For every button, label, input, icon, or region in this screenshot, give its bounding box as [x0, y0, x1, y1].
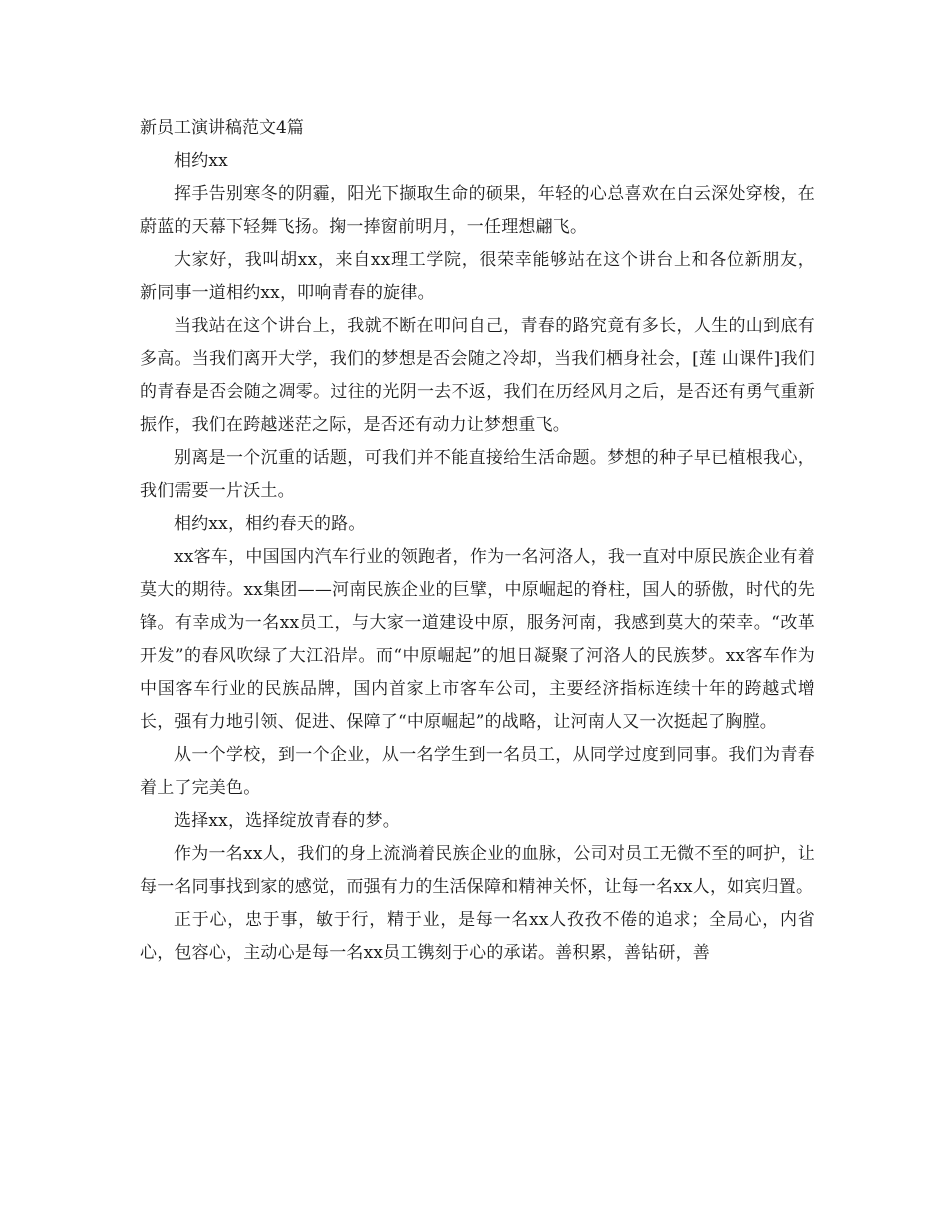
paragraph-10: 作为一名xx人，我们的身上流淌着民族企业的血脉，公司对员工无微不至的呵护，让每一名同事找到家的感觉，而强有力的生活保障和精神关怀，让每一名xx人，如宾归置。	[140, 844, 815, 897]
paragraph-5: 别离是一个沉重的话题，可我们并不能直接给生活命题。梦想的种子早已植根我心，我们需要一片沃土。	[140, 448, 815, 501]
paragraph-7: xx客车，中国国内汽车行业的领跑者，作为一名河洛人，我一直对中原民族企业有着莫大的期待。xx集团——河南民族企业的巨擘，中原崛起的脊柱，国人的骄傲，时代的先锋。有幸成为一名xx员工，与大家一道建设中原，服务河南，我感到莫大的荣幸。“改革开发”的春风吹绿了大江沿岸。而“中原崛起”的旭日凝聚了河洛人的民族梦。xx客车作为中国客车行业的民族品牌，国内首家上市客车公司，主要经济指标连续十年的跨越式增长，强有力地引领、促进、保障了“中原崛起”的战略，让河南人又一次挺起了胸膛。	[140, 547, 815, 732]
paragraph-2: 挥手告别寒冬的阴霾，阳光下撷取生命的硕果，年轻的心总喜欢在白云深处穿梭，在蔚蓝的天幕下轻舞飞扬。掬一捧窗前明月，一任理想翩飞。	[140, 184, 815, 237]
paragraph-1: 相约xx	[174, 151, 228, 171]
paragraph-8: 从一个学校，到一个企业，从一名学生到一名员工，从同学过度到同事。我们为青春着上了完美色。	[140, 745, 815, 798]
paragraph-3: 大家好，我叫胡xx，来自xx理工学院，很荣幸能够站在这个讲台上和各位新朋友，新同事一道相约xx，叩响青春的旋律。	[140, 250, 815, 303]
document-title: 新员工演讲稿范文4篇	[140, 118, 304, 138]
paragraph-4: 当我站在这个讲台上，我就不断在叩问自己，青春的路究竟有多长，人生的山到底有多高。当我们离开大学，我们的梦想是否会随之冷却，当我们栖身社会，[莲 山课件]我们的青春是否会随之凋零。过往的光阴一去不返，我们在历经风月之后，是否还有勇气重新振作，我们在跨越迷茫之际，是否还有动力让梦想重飞。	[140, 316, 815, 435]
paragraph-6: 相约xx，相约春天的路。	[174, 514, 366, 534]
paragraph-9: 选择xx，选择绽放青春的梦。	[174, 811, 400, 831]
paragraph-11: 正于心，忠于事，敏于行，精于业，是每一名xx人孜孜不倦的追求；全局心，内省心，包容心，主动心是每一名xx员工镌刻于心的承诺。善积累，善钻研，善	[140, 910, 815, 963]
document-page	[140, 112, 815, 970]
